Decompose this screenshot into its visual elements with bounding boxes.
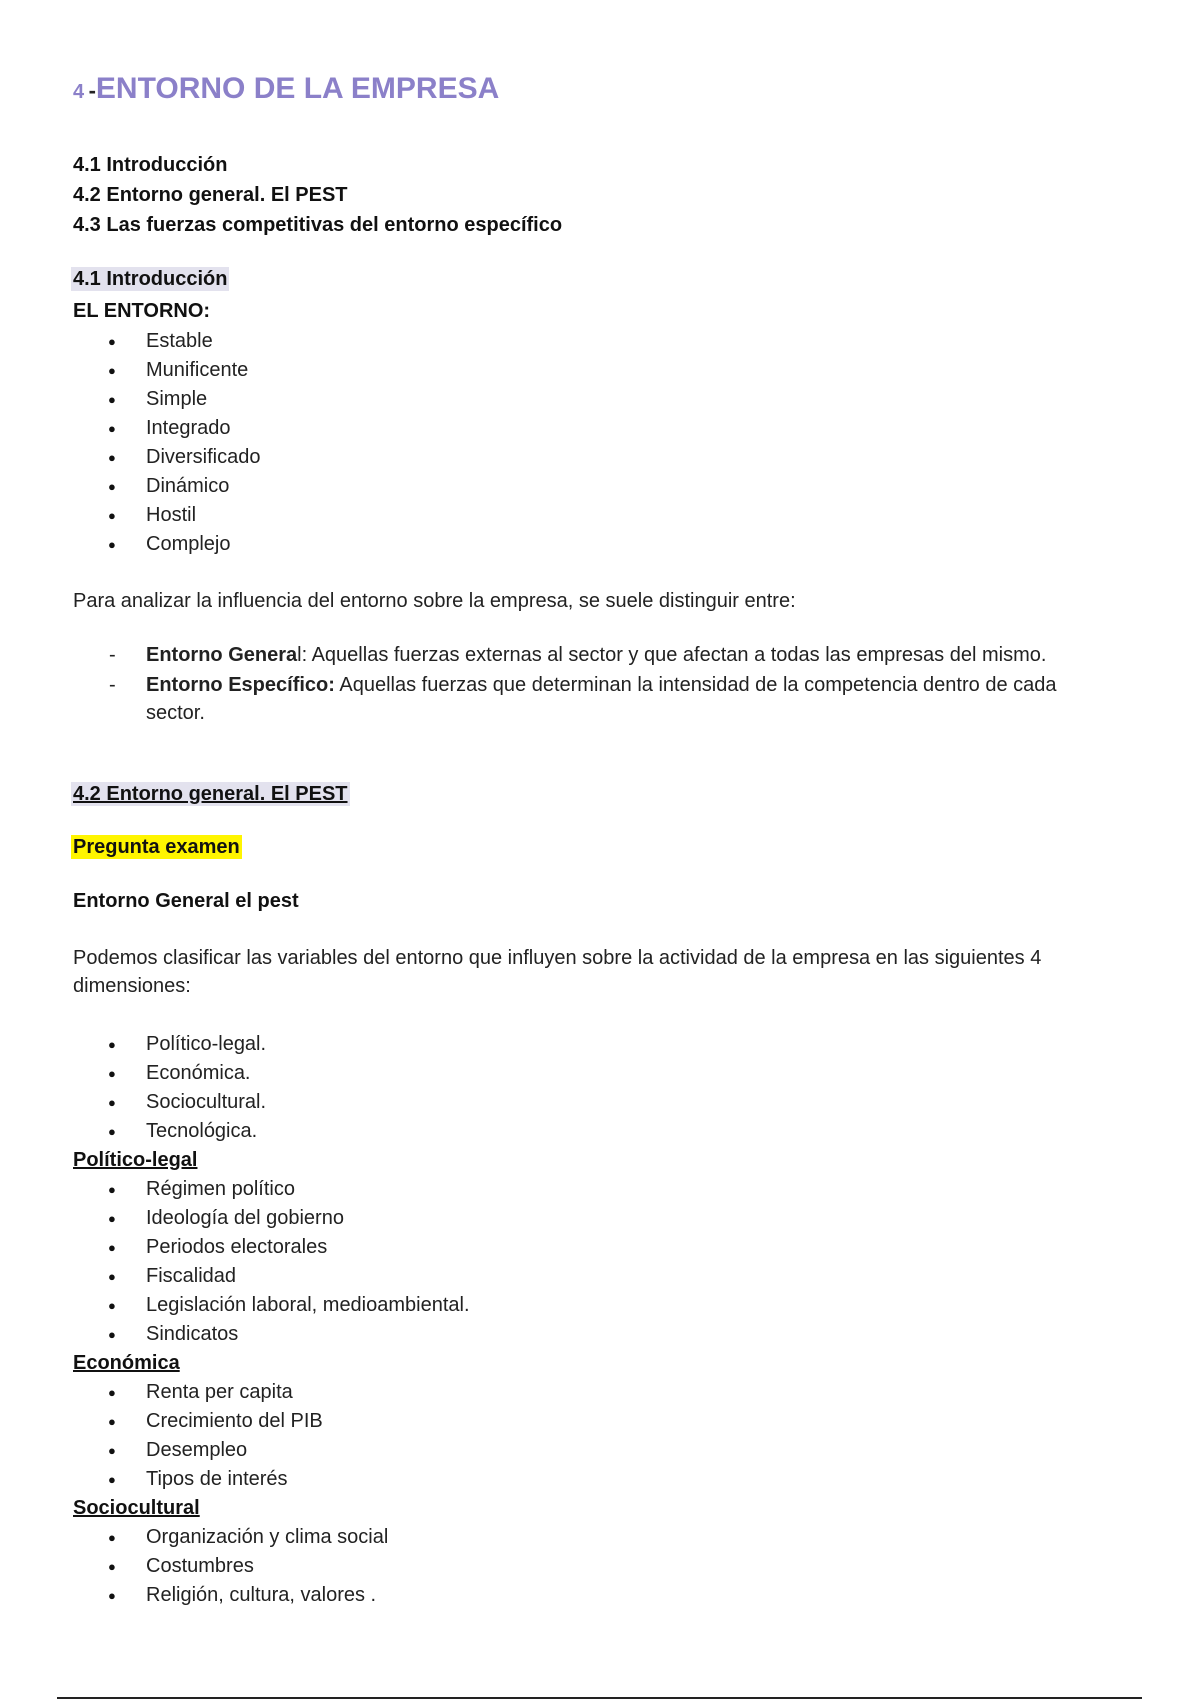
intro-heading: 4.1 Introducción <box>73 268 228 290</box>
list-item: ● Tipos de interés <box>73 1465 1133 1494</box>
page-title <box>73 72 499 106</box>
intro-section <box>73 268 1133 291</box>
definition-item <box>73 671 1113 727</box>
pest-body <box>73 1030 1133 1610</box>
entorno-label: EL ENTORNO: <box>73 300 211 322</box>
list-item: ● Político-legal. <box>73 1030 1133 1059</box>
economica-list <box>73 1378 1133 1494</box>
title-dash: - <box>88 78 96 103</box>
definition-text: l: Aquellas fuerzas externas al sector y que afectan a todas las empresas del mismo. <box>297 644 1047 666</box>
group-title: Económica <box>73 1352 180 1374</box>
list-item: ● Económica. <box>73 1059 1133 1088</box>
title-text: ENTORNO DE LA EMPRESA <box>95 72 500 105</box>
toc-item: 4.1 Introducción <box>73 154 228 176</box>
toc-item: 4.3 Las fuerzas competitivas del entorno específico <box>73 214 563 236</box>
list-item: ● Periodos electorales <box>73 1233 1133 1262</box>
definition-item <box>73 641 1113 669</box>
list-item: ● Crecimiento del PIB <box>73 1407 1133 1436</box>
pest-subheading: Entorno General el pest <box>73 890 299 912</box>
list-item: ● Legislación laboral, medioambiental. <box>73 1291 1133 1320</box>
list-item: ● Renta per capita <box>73 1378 1133 1407</box>
list-item: ● Complejo <box>73 530 1133 559</box>
list-item: ● Diversificado <box>73 443 1133 472</box>
entorno-list-block <box>73 327 1133 559</box>
list-item: ● Tecnológica. <box>73 1117 1133 1146</box>
definition-text: Aquellas fuerzas que determinan la intensidad de la competencia dentro de cada sector. <box>146 674 1057 724</box>
pest-paragraph: Podemos clasificar las variables del entorno que influyen sobre la actividad de la empresa en las siguientes 4 dimensiones: <box>73 947 1042 997</box>
list-item: ● Costumbres <box>73 1552 1133 1581</box>
intro-paragraph: Para analizar la influencia del entorno sobre la empresa, se suele distinguir entre: <box>73 590 796 612</box>
definition-term: Entorno Específico: <box>146 674 335 696</box>
definitions-block <box>73 641 1113 729</box>
group-title: Sociocultural <box>73 1497 200 1519</box>
pest-heading: 4.2 Entorno general. El PEST <box>73 783 348 805</box>
list-item: ● Religión, cultura, valores . <box>73 1581 1133 1610</box>
pest-heading-block <box>73 783 1133 806</box>
entorno-list <box>73 327 1133 559</box>
exam-badge: Pregunta examen <box>73 836 240 858</box>
title-number: 4 <box>73 81 85 103</box>
list-item: ● Munificente <box>73 356 1133 385</box>
group-title: Político-legal <box>73 1149 198 1171</box>
page-bottom-rule <box>57 1697 1142 1699</box>
table-of-contents <box>73 150 562 240</box>
list-item: ● Sociocultural. <box>73 1088 1133 1117</box>
list-item: ● Régimen político <box>73 1175 1133 1204</box>
intro-paragraph-block <box>73 587 1133 615</box>
definitions-list <box>73 641 1113 727</box>
list-item: ● Dinámico <box>73 472 1133 501</box>
list-item: ● Sindicatos <box>73 1320 1133 1349</box>
pest-subheading-block <box>73 890 1133 913</box>
list-item: ● Simple <box>73 385 1133 414</box>
sociocultural-list <box>73 1523 1133 1610</box>
list-item: ● Fiscalidad <box>73 1262 1133 1291</box>
toc-item: 4.2 Entorno general. El PEST <box>73 184 348 206</box>
pest-paragraph-block <box>73 944 1133 1000</box>
dimensions-list <box>73 1030 1133 1146</box>
list-item: ● Estable <box>73 327 1133 356</box>
list-item: ● Ideología del gobierno <box>73 1204 1133 1233</box>
list-item: ● Integrado <box>73 414 1133 443</box>
list-item: ● Desempleo <box>73 1436 1133 1465</box>
definition-term: Entorno Genera <box>146 644 298 666</box>
list-item: ● Hostil <box>73 501 1133 530</box>
intro-label-block <box>73 297 1133 326</box>
exam-tag-block <box>73 836 1133 859</box>
politico-legal-list <box>73 1175 1133 1349</box>
list-item: ● Organización y clima social <box>73 1523 1133 1552</box>
